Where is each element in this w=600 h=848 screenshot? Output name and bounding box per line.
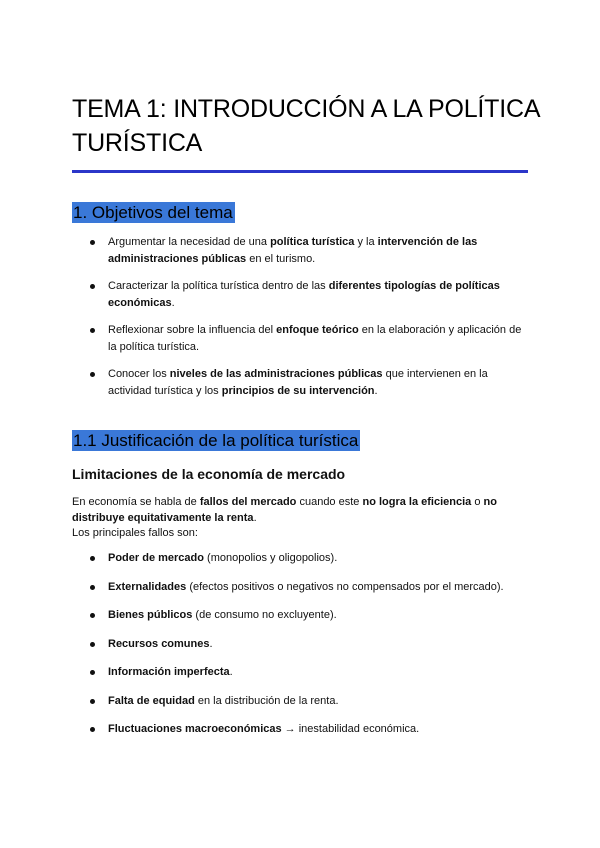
bullet-icon [90,727,95,732]
list-item [72,607,528,624]
item-bold: intervención de las administraciones públicas [108,236,478,265]
list-item [72,721,528,738]
document-title: TEMA 1: INTRODUCCIÓN A LA POLÍTICA TURÍSTICA [72,95,539,157]
item-bold: niveles de las administraciones públicas [169,368,383,380]
item-bold: Información imperfecta [108,666,230,678]
list-item [72,322,528,355]
para-bold: fallos del mercado [199,496,297,508]
list-item [72,579,528,596]
item-text: . [374,384,378,397]
list-item [72,234,528,267]
list-item [72,693,528,710]
item-text: . [229,666,233,678]
item-text: → inestabilidad económica. [281,723,420,735]
item-text: . [171,296,175,309]
para-text: cuando este [296,496,363,508]
item-bold: principios de su intervención [221,384,375,397]
bullet-icon [90,699,95,704]
list-item [72,550,528,567]
item-bold: Poder de mercado [108,552,204,564]
item-text: Argumentar la necesidad de una [108,236,271,248]
bullet-icon [90,670,95,675]
intro-paragraph [72,495,528,526]
para-bold: no distribuye equitativamente la renta [72,496,497,524]
bullet-icon [90,284,95,289]
item-text: en la distribución de la renta. [194,694,339,707]
list-item [72,664,528,681]
para-text: . [253,511,257,524]
item-text: Reflexionar sobre la influencia del [108,324,277,336]
bullet-icon [90,328,95,333]
item-text: (efectos positivos o negativos no compensados por el mercado). [186,580,504,593]
item-bold: diferentes tipologías de políticas económicas [108,280,500,309]
para-bold: no logra la eficiencia [362,496,472,508]
item-bold: Bienes públicos [108,609,193,621]
item-bold: Recursos comunes [108,637,210,650]
para-text: o [471,496,484,508]
bullet-icon [90,585,95,590]
subsection-heading: Limitaciones de la economía de mercado [72,466,346,482]
section-heading-text: 1.1 Justificación de la política turística [73,431,359,450]
section-heading-justificacion [72,430,360,452]
item-bold: enfoque teórico [276,324,359,336]
bullet-icon [90,613,95,618]
para-text: En economía se habla de [72,496,200,508]
item-text: (de consumo no excluyente). [192,609,337,621]
objectives-list [72,234,528,399]
item-text: Conocer los [108,368,170,380]
title-divider [72,170,528,173]
item-text: Caracterizar la política turística dentro de las [108,280,329,292]
section-heading-text: 1. Objetivos del tema [73,203,233,222]
item-text: . [209,637,213,650]
bullet-icon [90,240,95,245]
bullet-icon [90,372,95,377]
item-bold: Externalidades [108,580,187,593]
item-text: en el turismo. [246,252,316,265]
item-text: que intervienen en la actividad turística y los [108,368,488,397]
bullet-icon [90,556,95,561]
market-failures-list [72,550,528,738]
list-item [72,636,528,653]
item-text: y la [354,236,378,248]
item-bold: Fluctuaciones macroeconómicas [108,723,282,735]
list-item [72,278,528,311]
item-text: (monopolios y oligopolios). [203,552,338,564]
list-item [72,366,528,399]
section-heading-objetivos [72,202,235,224]
item-bold: política turística [270,236,355,248]
item-bold: Falta de equidad [108,694,195,707]
bullet-icon [90,642,95,647]
intro-paragraph-2: Los principales fallos son: [72,527,198,539]
item-text: en la elaboración y aplicación de la política turística. [108,324,522,353]
